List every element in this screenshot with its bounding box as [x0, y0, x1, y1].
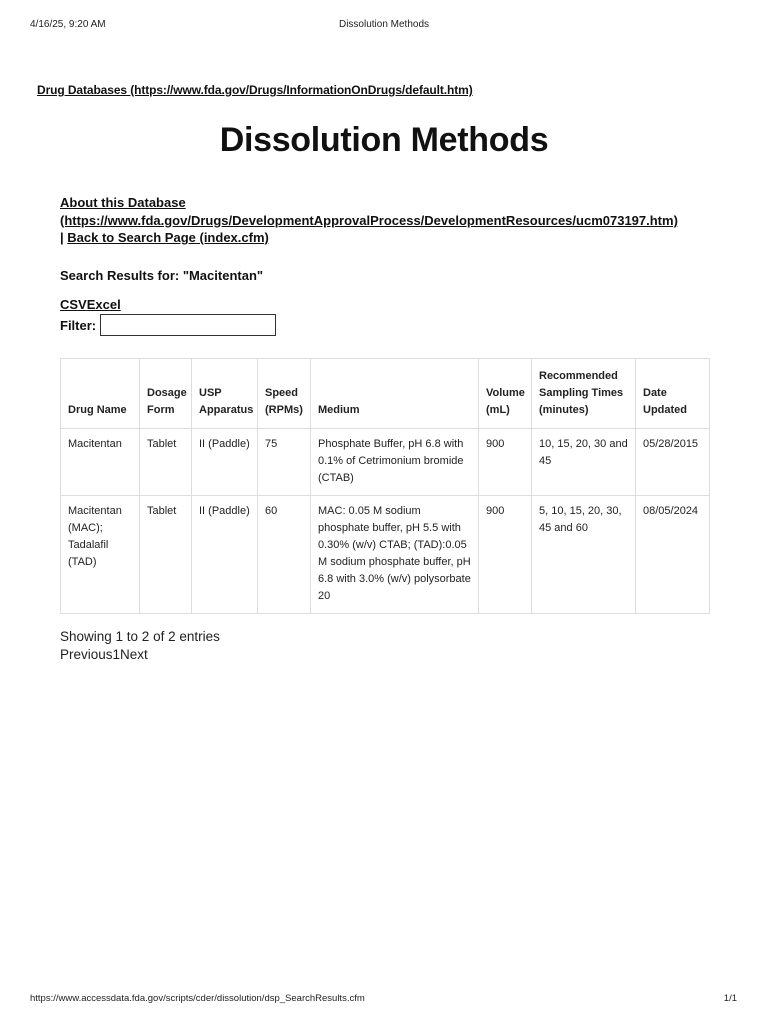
cell-speed: 60 — [258, 496, 311, 614]
previous-button[interactable]: Previous — [60, 647, 113, 662]
table-info: Showing 1 to 2 of 2 entries — [60, 629, 220, 644]
column-header-sampling-times[interactable]: Recommended Sampling Times (minutes) — [532, 359, 636, 429]
cell-date-updated: 08/05/2024 — [636, 496, 710, 614]
column-header-dosage-form[interactable]: Dosage Form — [140, 359, 192, 429]
table-row — [61, 429, 710, 496]
cell-date-updated: 05/28/2015 — [636, 429, 710, 496]
back-to-search-link[interactable]: Back to Search Page (index.cfm) — [67, 230, 269, 245]
about-database-link-text: About this Database — [60, 195, 186, 210]
cell-medium: MAC: 0.05 M sodium phosphate buffer, pH 5.5 with 0.30% (w/v) CTAB; (TAD):0.05 M sodium phosphate buffer, pH 6.8 with 3.0% (w/v) polysorbate 20 — [311, 496, 479, 614]
column-header-speed[interactable]: Speed (RPMs) — [258, 359, 311, 429]
page-1-button[interactable]: 1 — [112, 647, 121, 662]
link-separator: | — [60, 230, 64, 245]
cell-sampling-times: 5, 10, 15, 20, 30, 45 and 60 — [532, 496, 636, 614]
next-button[interactable]: Next — [120, 647, 148, 662]
print-title: Dissolution Methods — [338, 19, 430, 30]
cell-usp-apparatus: II (Paddle) — [192, 429, 258, 496]
cell-medium: Phosphate Buffer, pH 6.8 with 0.1% of Cetrimonium bromide (CTAB) — [311, 429, 479, 496]
table-header-row — [61, 359, 710, 429]
about-database-link-url: (https://www.fda.gov/Drugs/DevelopmentApprovalProcess/DevelopmentResources/ucm073197.htm) — [60, 212, 678, 228]
print-url: https://www.accessdata.fda.gov/scripts/cder/dissolution/dsp_SearchResults.cfm — [30, 993, 365, 1004]
column-header-usp-apparatus[interactable]: USP Apparatus — [192, 359, 258, 429]
drug-databases-link[interactable]: Drug Databases (https://www.fda.gov/Drugs/InformationOnDrugs/default.htm) — [37, 83, 473, 97]
print-header — [0, 19, 768, 33]
results-table — [60, 358, 710, 614]
cell-drug-name: Macitentan — [61, 429, 140, 496]
cell-volume: 900 — [479, 496, 532, 614]
export-links — [60, 297, 121, 312]
excel-button[interactable]: Excel — [86, 297, 121, 312]
print-datetime: 4/16/25, 9:20 AM — [30, 19, 106, 30]
cell-sampling-times: 10, 15, 20, 30 and 45 — [532, 429, 636, 496]
print-page-number: 1/1 — [723, 993, 737, 1004]
cell-volume: 900 — [479, 429, 532, 496]
page-title: Dissolution Methods — [219, 121, 549, 159]
pagination — [60, 647, 148, 662]
filter-input[interactable] — [100, 314, 276, 336]
csv-button[interactable]: CSV — [60, 297, 87, 312]
column-header-date-updated[interactable]: Date Updated — [636, 359, 710, 429]
filter-label: Filter: — [60, 318, 97, 333]
print-footer — [0, 993, 768, 1007]
cell-dosage-form: Tablet — [140, 496, 192, 614]
cell-usp-apparatus: II (Paddle) — [192, 496, 258, 614]
column-header-drug-name[interactable]: Drug Name — [61, 359, 140, 429]
column-header-volume[interactable]: Volume (mL) — [479, 359, 532, 429]
table-row — [61, 496, 710, 614]
search-results-label: Search Results for: "Macitentan" — [60, 268, 264, 283]
about-database-link[interactable] — [60, 195, 678, 228]
cell-speed: 75 — [258, 429, 311, 496]
about-block — [60, 194, 740, 247]
cell-drug-name: Macitentan (MAC); Tadalafil (TAD) — [61, 496, 140, 614]
cell-dosage-form: Tablet — [140, 429, 192, 496]
column-header-medium[interactable]: Medium — [311, 359, 479, 429]
